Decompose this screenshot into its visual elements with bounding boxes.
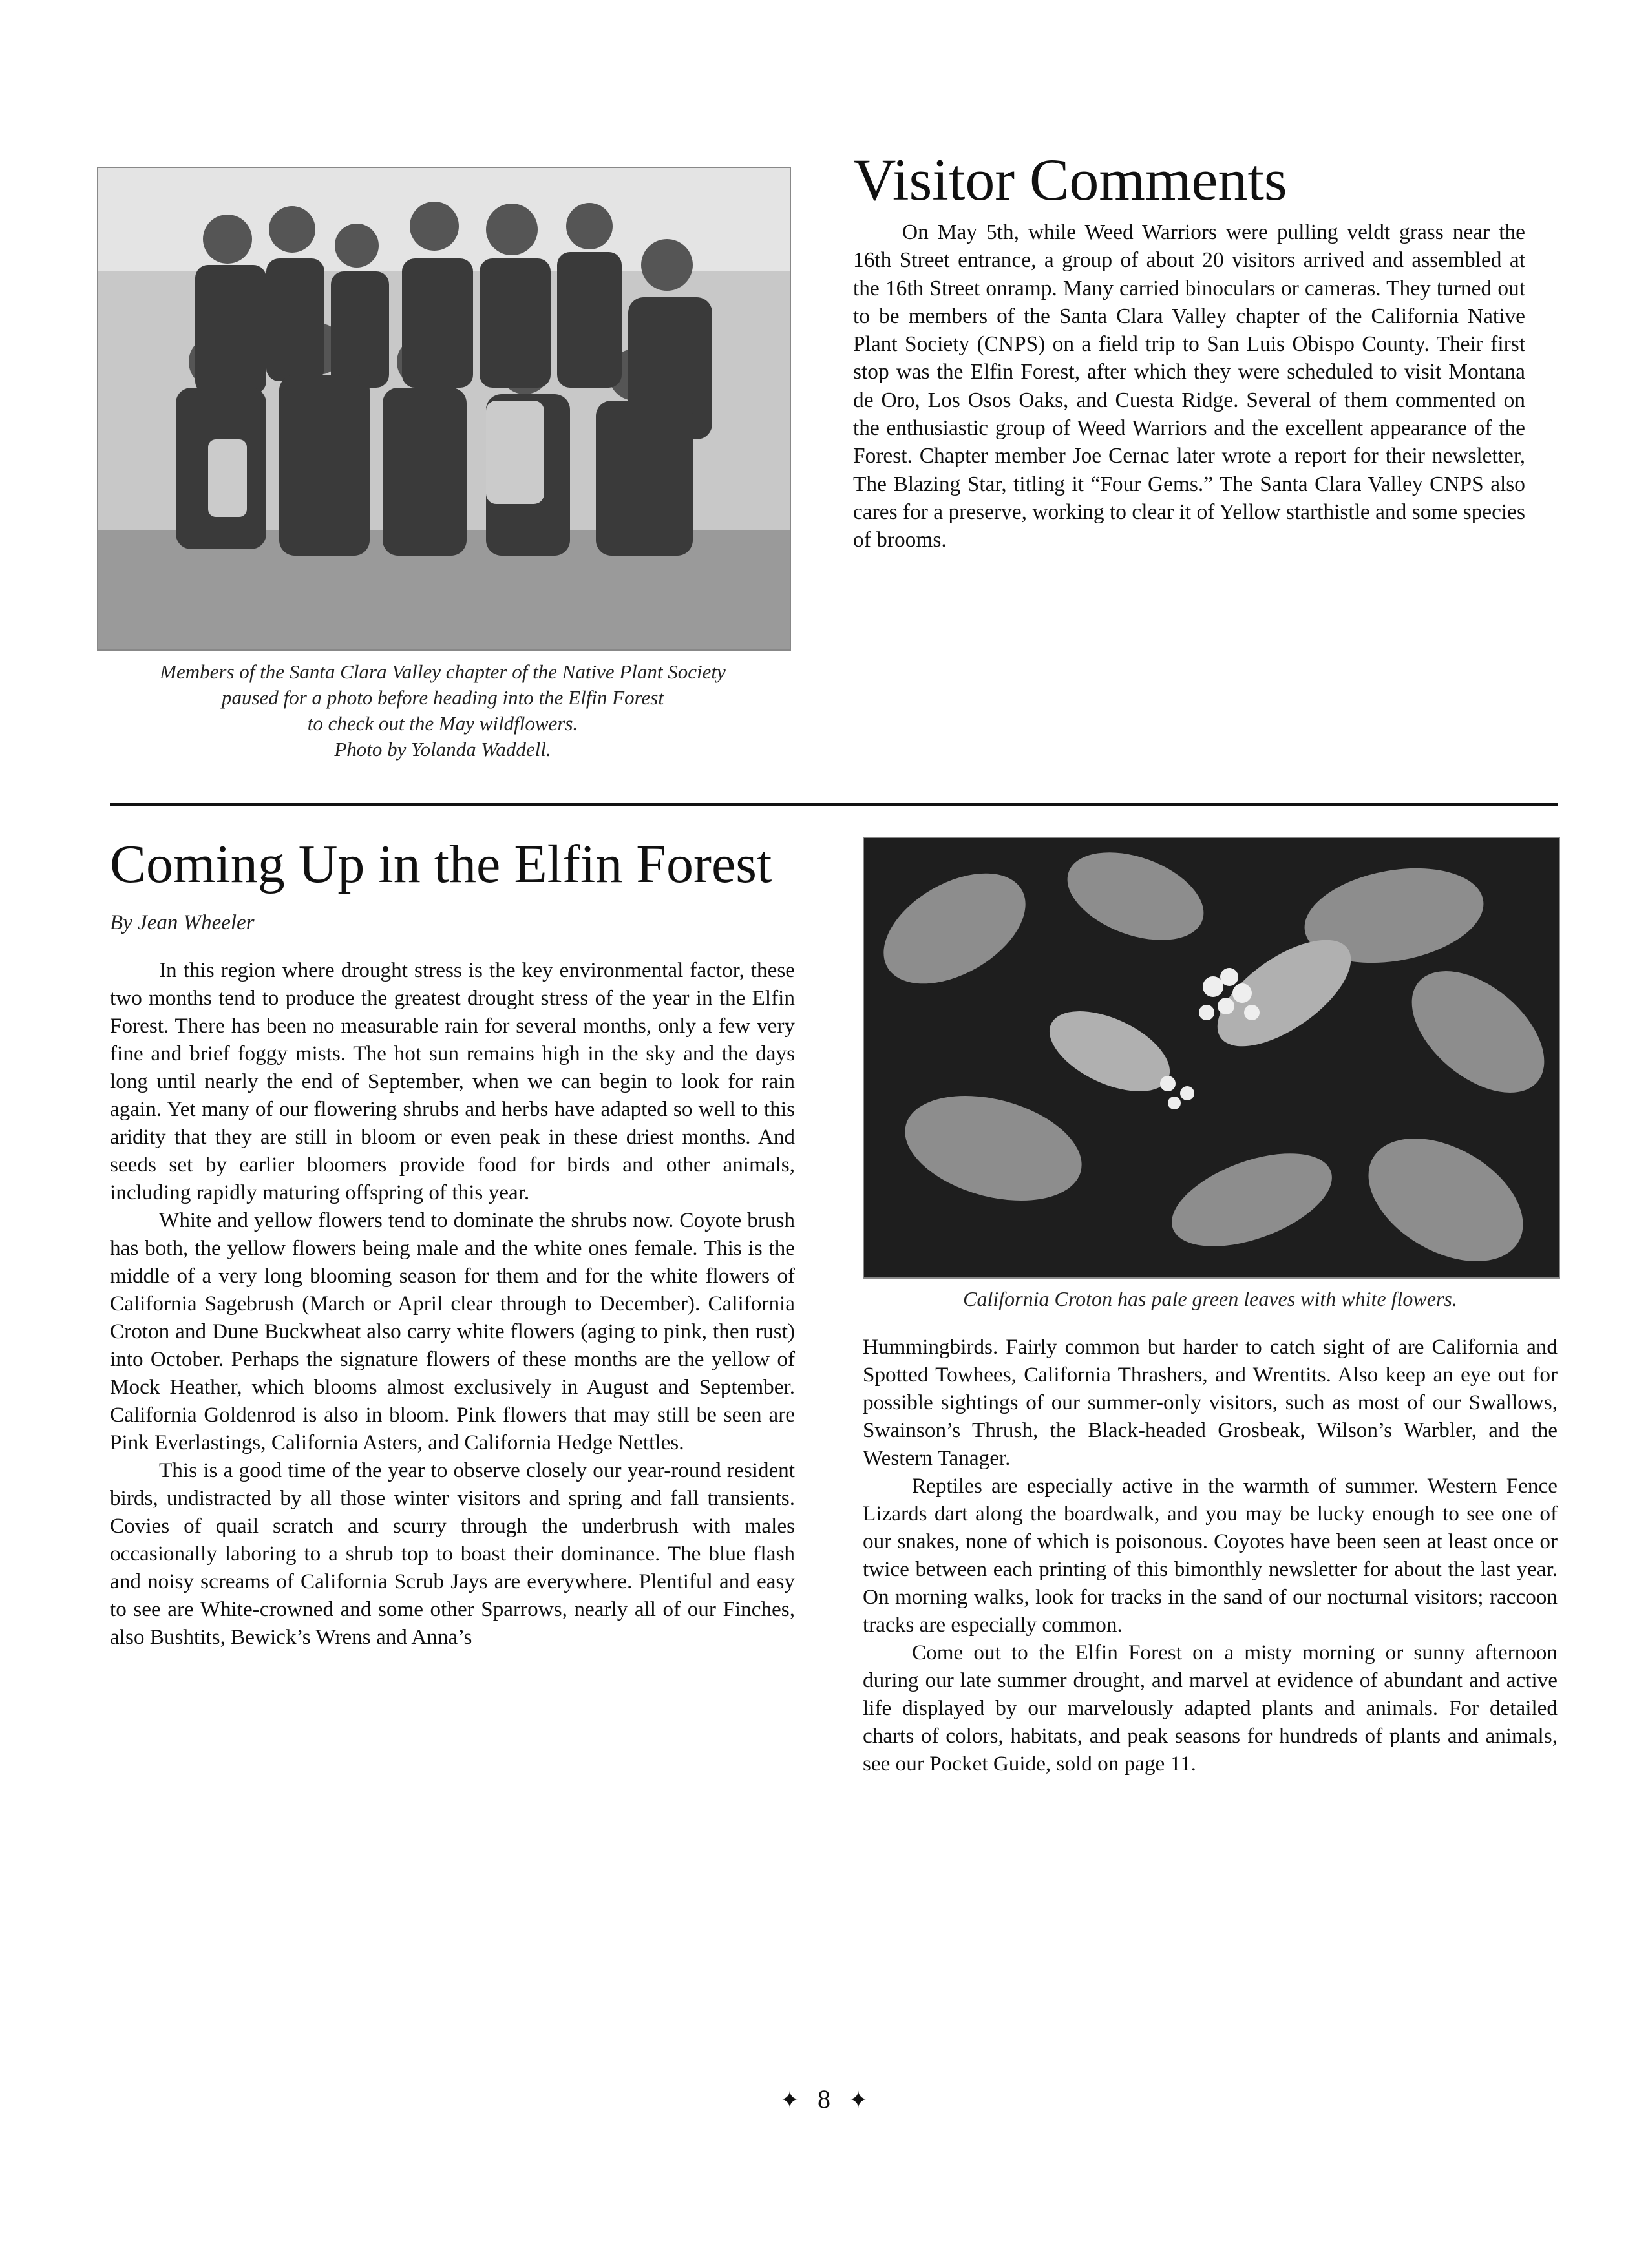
- visitor-comments-title: Visitor Comments: [853, 147, 1287, 213]
- article-paragraph: This is a good time of the year to observe closely our year-round resident birds, undistracted by all those winter visitors and spring and fall transients. Covies of quail scratch and scurry through the underbrush with males occasionally laboring to a shrub top to boast their dominance. The blue flash and noisy screams of California Scrub Jays are everywhere. Plentiful and easy to see are White-crowned and some other Sparrows, nearly all of our Finches, also Bushtits, Bewick’s Wrens and Anna’s: [110, 1458, 795, 1649]
- caption-line: to check out the May wildflowers.: [307, 712, 578, 735]
- byline: By Jean Wheeler: [110, 911, 255, 934]
- croton-photo-image: [864, 838, 1559, 1277]
- section-divider: [110, 803, 1558, 806]
- article-paragraph: Hummingbirds. Fairly common but harder to catch sight of are California and Spotted Towhees, California Thrashers, and Wrentits. Also keep an eye out for possible sightings of our summer-only visitors, such as most of our Swallows, Swainson’s Thrush, the Black-headed Grosbeak, Wilson’s Warbler, and the Western Tanager.: [863, 1335, 1558, 1470]
- article-paragraph: White and yellow flowers tend to dominate the shrubs now. Coyote brush has both, the yellow flowers being male and the white ones female. This is the middle of a very long blooming season for them and for the white flowers of California Sagebrush (March or April clear through to December). California Croton and Dune Buckwheat also carry white flowers (aging to pink, then rust) into October. Perhaps the signature flowers of these months are the yellow of Mock Heather, which blooms almost exclusively in August and September. California Goldenrod is also in bloom. Pink flowers that may still be seen are Pink Everlastings, California Asters, and California Hedge Nettles.: [110, 1208, 795, 1454]
- group-photo-caption: [97, 659, 788, 762]
- coming-up-title: Coming Up in the Elfin Forest: [110, 834, 772, 894]
- article-paragraph: Come out to the Elfin Forest on a misty morning or sunny afternoon during our late summer drought, and marvel at evidence of abundant and active life displayed by our marvelously adapted plants and animals. For detailed charts of colors, habitats, and peak seasons for hundreds of plants and animals, see our Pocket Guide, sold on page 11.: [863, 1641, 1558, 1776]
- visitor-comments-body: [853, 218, 1525, 554]
- article-paragraph: Reptiles are especially active in the warmth of summer. Western Fence Lizards dart along the boardwalk, and you may be lucky enough to see one of our snakes, none of which is poisonous. Coyotes have been seen at least once or twice between each printing of this bimonthly newsletter for about the last year. On morning walks, look for tracks in the sand of our nocturnal visitors; raccoon tracks are especially common.: [863, 1474, 1558, 1637]
- group-photo-image: [98, 168, 790, 649]
- croton-photo-caption: California Croton has pale green leaves with white flowers.: [963, 1287, 1457, 1310]
- coming-up-left-column: [110, 956, 795, 1651]
- article-paragraph: In this region where drought stress is the key environmental factor, these two months tend to produce the greatest drought stress of the year in the Elfin Forest. There has been no measurable rain for several months, only a few very fine and brief foggy mists. The hot sun remains high in the sky and the days long until nearly the end of September, when we can begin to look for rain again. Yet many of our flowering shrubs and herbs have adapted so well to this aridity that they are still in bloom or even peak in these driest months. And seeds set by earlier bloomers provide food for birds and other animals, including rapidly maturing offspring of this year.: [110, 958, 795, 1204]
- caption-line: paused for a photo before heading into the Elfin Forest: [222, 686, 664, 709]
- caption-line: Photo by Yolanda Waddell.: [334, 738, 551, 761]
- page-footer: [759, 2084, 889, 2114]
- croton-photo: [863, 837, 1560, 1279]
- star-ornament-icon: ✦: [779, 2087, 799, 2113]
- caption-line: Members of the Santa Clara Valley chapter of the Native Plant Society: [160, 660, 726, 683]
- visitor-comments-paragraph: On May 5th, while Weed Warriors were pulling veldt grass near the 16th Street entrance, a group of about 20 visitors arrived and assembled at the 16th Street onramp. Many carried binoculars or cameras. They turned out to be members of the Santa Clara Valley chapter of the California Native Plant Society (CNPS) on a field trip to San Luis Obispo County. Their first stop was the Elfin Forest, after which they were scheduled to visit Montana de Oro, Los Osos Oaks, and Cuesta Ridge. Several of them commented on the enthusiastic group of Weed Warriors and the excellent appearance of the Forest. Chapter member Joe Cernac later wrote a report for their newsletter, The Blazing Star, titling it “Four Gems.” The Santa Clara Valley CNPS also cares for a preserve, working to clear it of Yellow starthistle and some species of brooms.: [853, 220, 1525, 552]
- coming-up-right-column: [863, 1333, 1558, 1778]
- group-photo: [97, 167, 791, 651]
- star-ornament-icon: ✦: [849, 2087, 869, 2113]
- page-number: 8: [818, 2084, 830, 2114]
